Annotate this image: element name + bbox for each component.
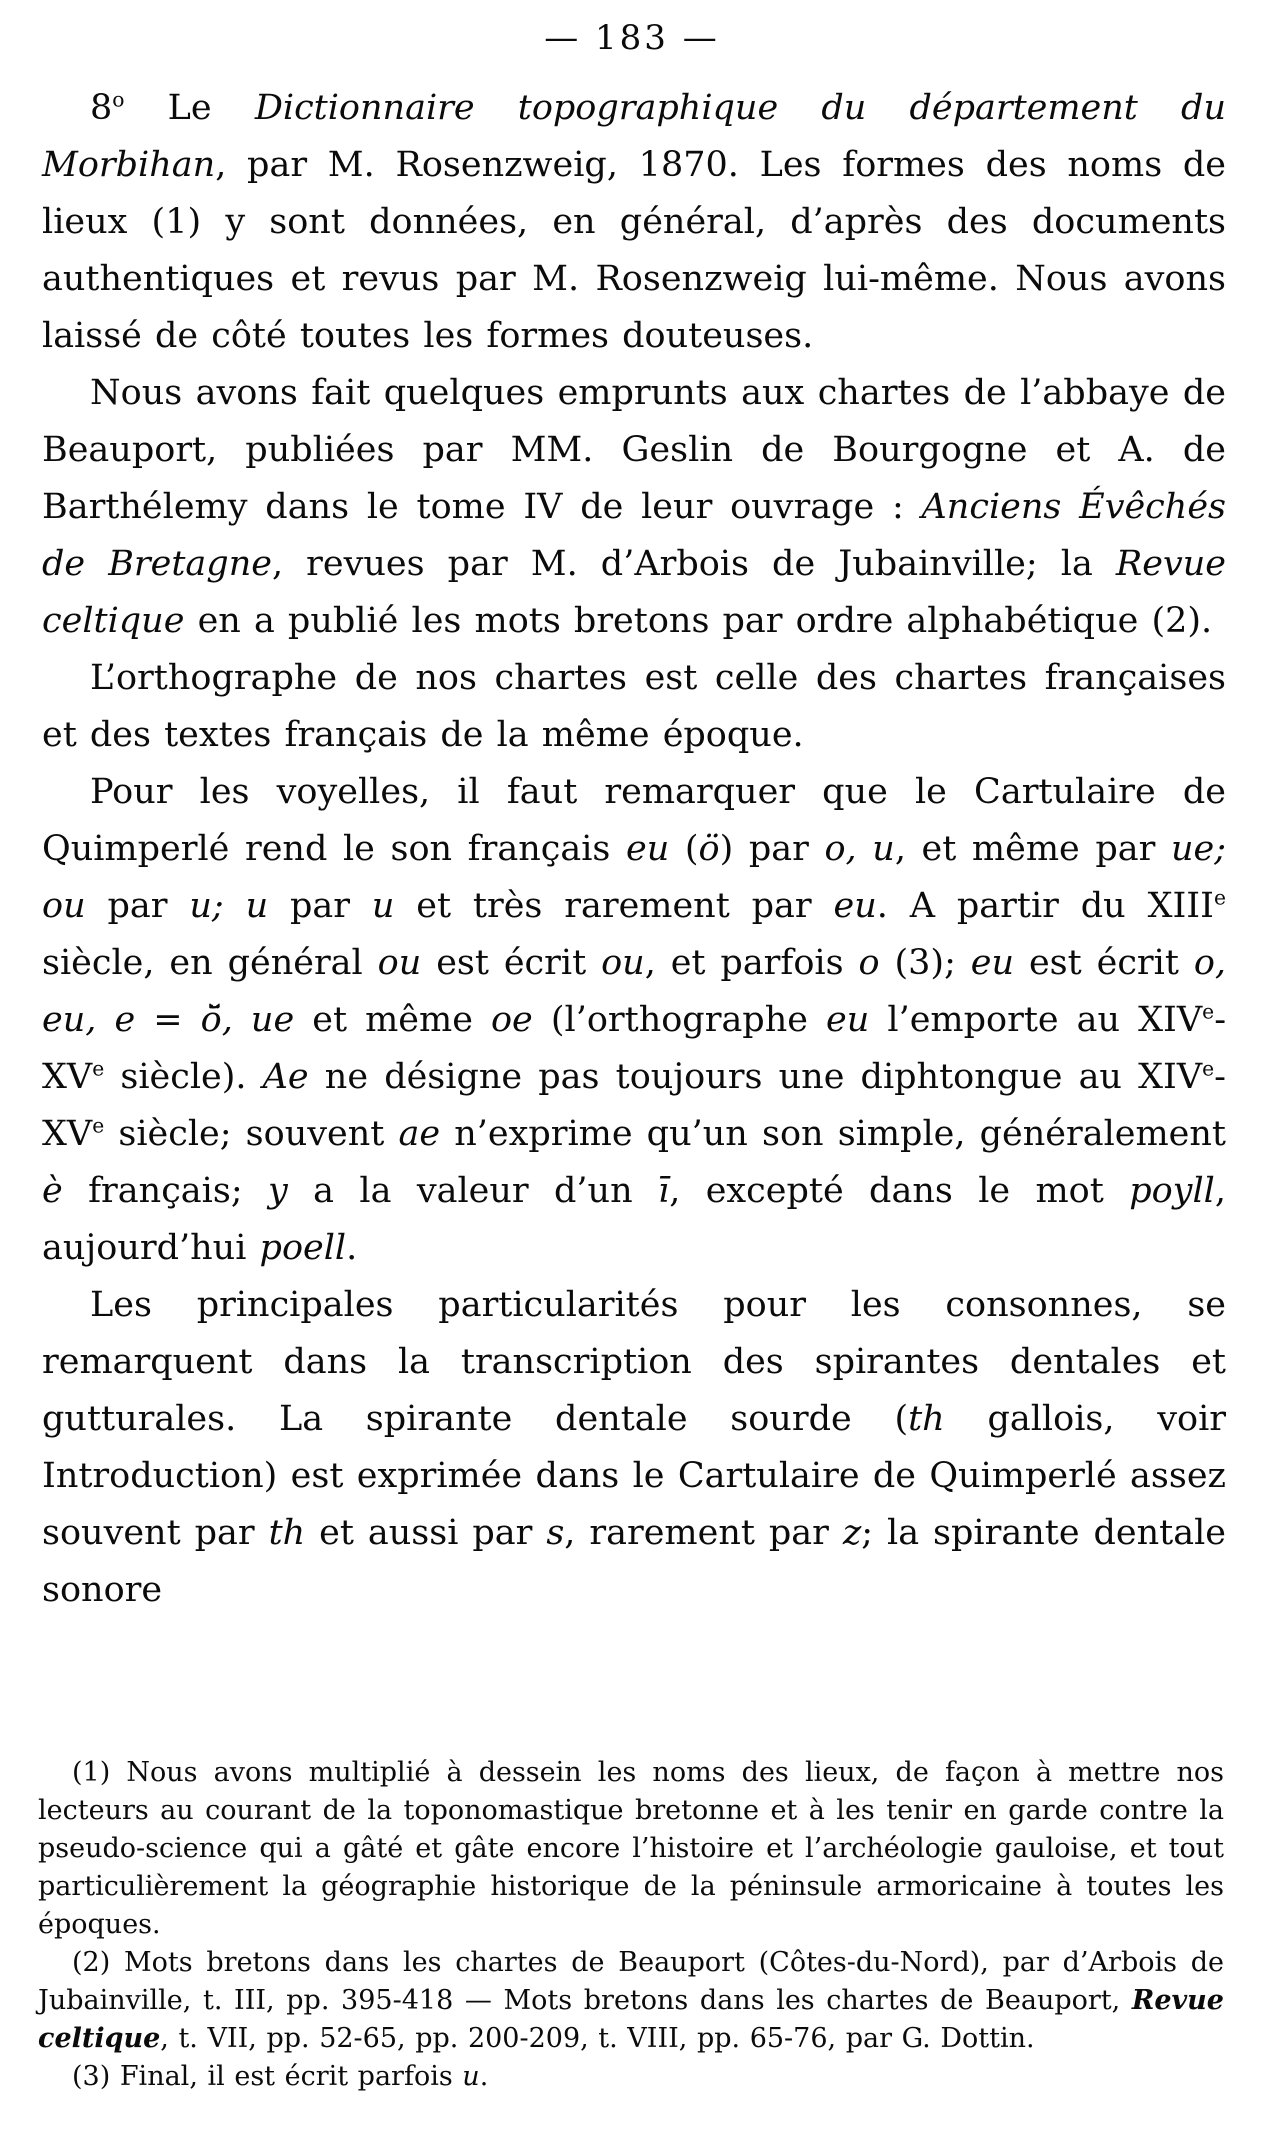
text-run: z [842,1513,862,1553]
paragraph [42,650,1226,764]
paragraph [42,365,1226,650]
text-run: u [371,886,395,926]
text-run: oe [490,1000,533,1040]
paragraph [42,764,1226,1277]
text-run: Nous avons fait quelques emprunts aux chartes de l’abbaye de Beauport, publiées par MM. Geslin de Bourgogne et A. de Barthélemy dans le tome IV de leur ouvrage : [42,373,1226,527]
text-run: e [1202,999,1215,1024]
text-run: a la valeur d’un [287,1171,659,1211]
text-run: (2) Mots bretons dans les chartes de Beauport (Côtes-du-Nord), par d’Arbois de Jubainville, t. III, pp. 395-418 — Mots bretons dans les chartes de Beauport, [38,1947,1224,2016]
text-run: , rarement par [564,1513,843,1553]
text-run: . A partir du XIII [876,886,1214,926]
text-run: ö [698,829,720,869]
footnotes-block [38,1754,1224,2096]
text-run: , revues par M. d’Arbois de Jubainville; la [271,544,1116,584]
text-run: n’exprime qu’un son simple, généralement [440,1114,1226,1154]
text-run: ou [601,943,645,983]
text-run: l’emporte au XIV [869,1000,1203,1040]
text-run: -XV [42,1057,1226,1154]
text-run: L’orthographe de nos chartes est celle des chartes françaises et des textes français de la même époque. [42,658,1226,755]
text-run: Anciens Évêchés de Bretagne [42,487,1226,584]
text-run: et aussi par [305,1513,547,1553]
text-run: , t. VII, pp. 52-65, pp. 200-209, t. VIII, pp. 65-76, par G. Dottin. [160,2023,1035,2054]
text-run: , et parfois [644,943,859,983]
text-run: siècle, en général [42,943,378,983]
page-number: — 183 — [544,18,720,58]
text-run: o, u [824,829,895,869]
text-run: poyll [1129,1171,1215,1211]
text-run: ī [658,1171,670,1211]
text-run: (3); [879,943,971,983]
text-run: eu [826,1000,870,1040]
text-run: gallois, voir Introduction) est exprimée dans le Cartulaire de Quimperlé assez souvent par [42,1399,1226,1553]
text-run: et même [294,1000,491,1040]
text-run: è [42,1171,63,1211]
text-run: siècle; souvent [104,1114,399,1154]
text-run: ) par [719,829,825,869]
text-run: e [92,1056,105,1081]
text-run: (3) Final, il est écrit parfois [72,2061,463,2092]
text-run: , et même par [894,829,1171,869]
text-run: u [245,886,269,926]
text-run: ue; [1170,829,1226,869]
text-run: Ae [262,1057,309,1097]
text-run: Les principales particularités pour les consonnes, se remarquent dans la transcription des spirantes dentales et gutturales. La spirante dentale sourde ( [42,1285,1226,1439]
text-run: eu [833,886,877,926]
text-run: e [1213,885,1226,910]
text-run: u; [189,886,224,926]
text-run: . [479,2061,489,2092]
text-run: Dictionnaire topographique du département du Morbihan [42,88,1226,185]
paragraph [42,1277,1226,1619]
footnote [38,1754,1224,1944]
text-run: s [546,1513,565,1553]
text-run: Revue celtique [38,1985,1224,2054]
text-run: ou [377,943,422,983]
text-run: (1) Nous avons multiplié à dessein les noms des lieux, de façon à mettre nos lecteurs au courant de la toponomastique bretonne et à les tenir en garde contre la pseudo-science qui a gâté et gâte encore l’histoire et l’archéologie gauloise, et tout particulièrement la géographie historique de la péninsule armoricaine à toutes les époques. [38,1757,1224,1940]
text-run: , aujourd’hui [42,1171,1226,1268]
text-run: o [858,943,880,983]
text-run [224,886,246,926]
footnote [38,1944,1224,2058]
text-run: , excepté dans le mot [669,1171,1130,1211]
text-run: . [346,1228,358,1268]
text-run: Le [124,88,255,128]
text-run: o, eu, e [42,943,1227,1040]
text-run: en a publié les mots bretons par ordre alphabétique (2). [184,601,1213,641]
text-run: -XV [42,1000,1227,1097]
text-run: Revue celtique [42,544,1226,641]
text-run: eu [625,829,670,869]
text-run: est écrit [1014,943,1194,983]
text-run: ne désigne pas toujours une diphtongue au XIV [308,1057,1203,1097]
text-run: ; la spirante dentale sonore [42,1513,1226,1610]
text-run: par [85,886,190,926]
text-run: Pour les voyelles, il faut remarquer que le Cartulaire de Quimperlé rend le son français [42,772,1226,869]
text-run: u [462,2061,480,2092]
text-run: français; [62,1171,268,1211]
text-run: est écrit [421,943,602,983]
text-run: = [135,1000,201,1040]
text-run: , par M. Rosenzweig, 1870. Les formes des noms de lieux (1) y sont données, en général, d’après des documents authentiques et revus par M. Rosenzweig lui-même. Nous avons laissé de côté toutes les formes douteuses. [42,145,1226,356]
text-run: o [112,87,125,112]
text-run: (l’orthographe [532,1000,827,1040]
text-run: siècle). [104,1057,263,1097]
text-run: ou [42,886,86,926]
text-run: e [1202,1056,1215,1081]
text-run: th [268,1513,306,1553]
text-run: ae [398,1114,441,1154]
text-run: y [267,1171,288,1211]
text-run: th [908,1399,945,1439]
main-text-block [42,80,1226,1619]
text-run: ( [669,829,699,869]
text-run: eu [970,943,1015,983]
text-run: 8 [90,88,113,128]
text-run: par [268,886,372,926]
text-run: et très rarement par [394,886,834,926]
paragraph [42,80,1226,365]
text-run: e [92,1113,105,1138]
text-run: ö̆, ue [200,1000,295,1040]
text-run: poell [259,1228,347,1268]
footnote [38,2058,1224,2096]
